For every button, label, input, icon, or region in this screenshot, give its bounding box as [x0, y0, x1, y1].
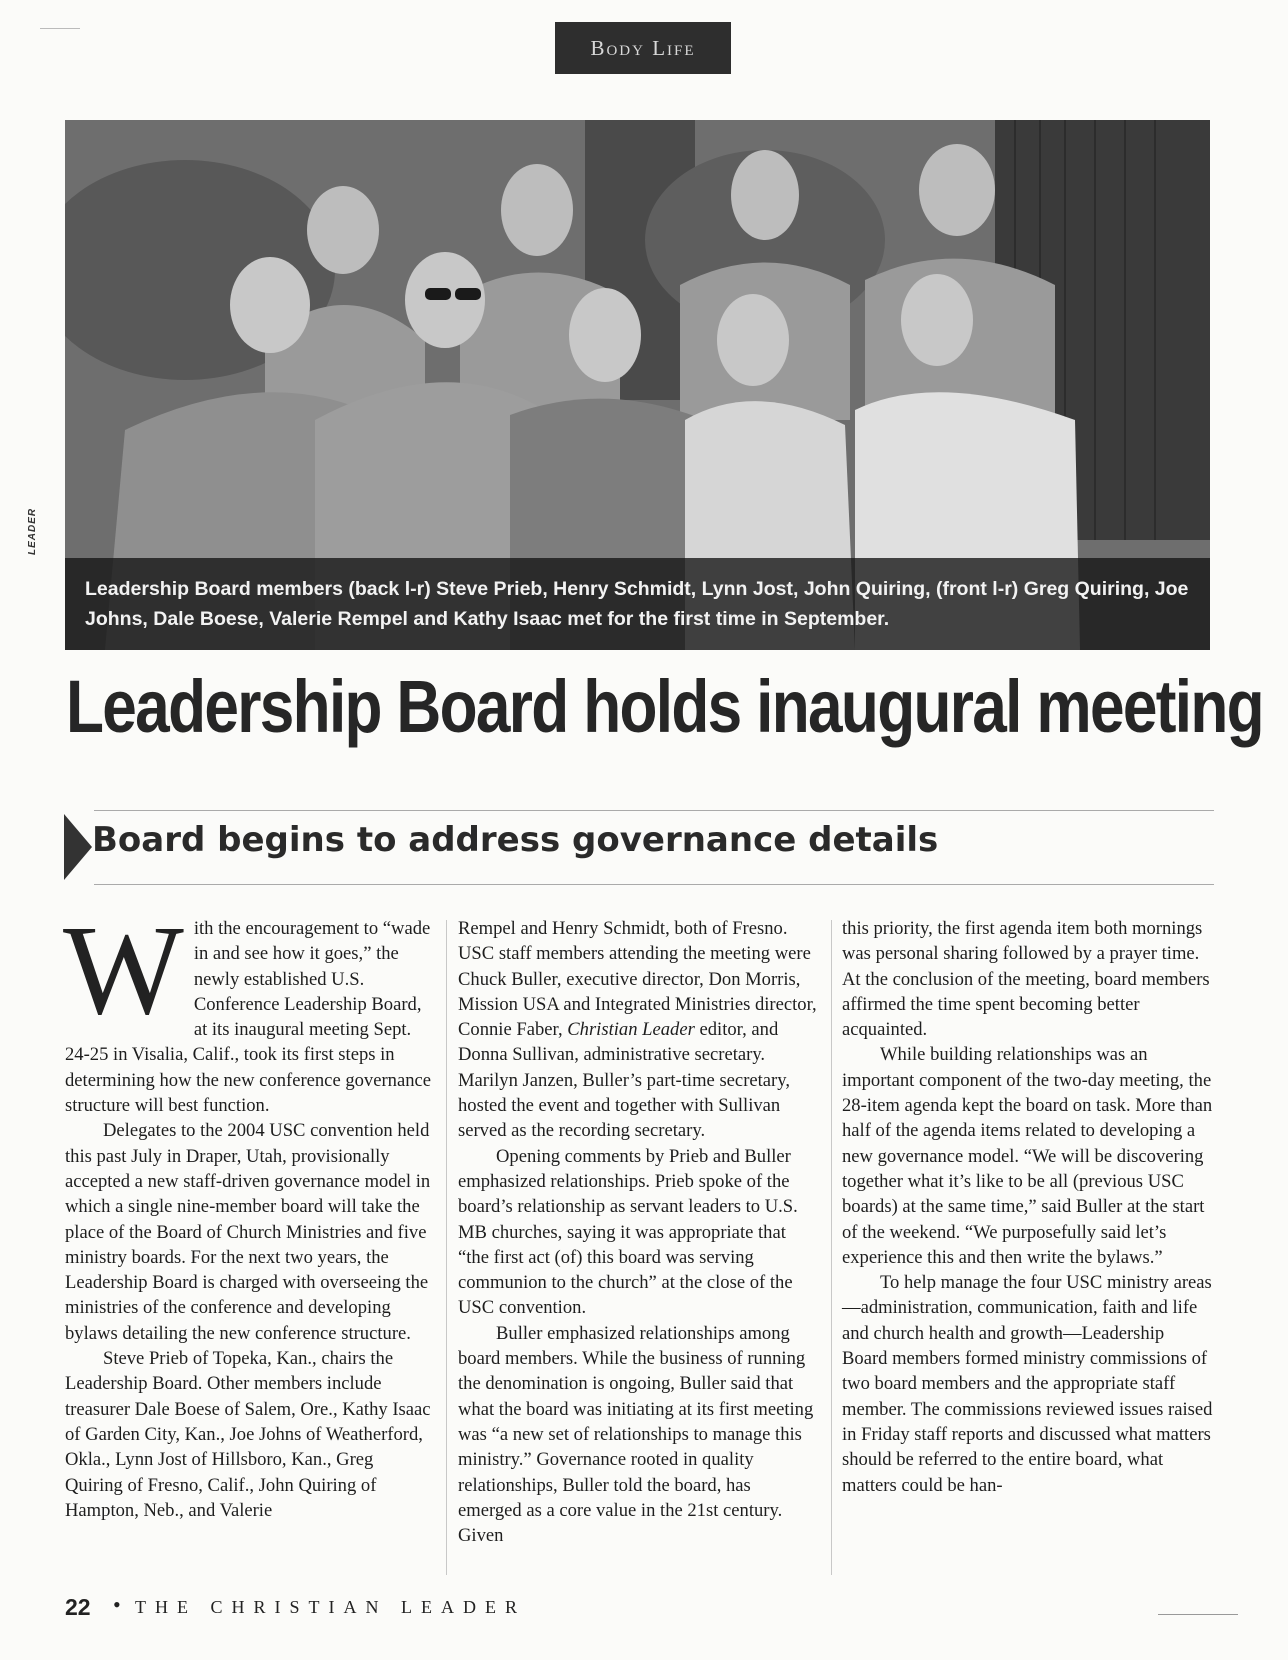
publication-name: Christian Leader	[567, 1019, 695, 1041]
paragraph	[63, 899, 435, 1118]
bottom-rule	[1158, 1614, 1238, 1615]
section-tag: Body Life	[555, 22, 731, 74]
headline: Leadership Board holds inaugural meeting	[66, 665, 1263, 748]
paragraph: To help manage the four USC ministry areas—administration, communication, faith and life and church health and growth—Leadership Board members formed ministry commissions of two board members and the appropriate staff member. The commissions reviewed issues raised in Friday staff reports and discussed what matters should be referred to the entire board, what matters could be han-	[842, 1272, 1213, 1496]
top-rule	[40, 28, 80, 29]
article-column-1	[63, 899, 435, 1523]
paragraph: While building relationships was an important component of the two-day meeting, the 28-item agenda kept the board on task. More than half of the agenda items related to developing a new governance model. “We will be discovering together what it’s like to be all (previous USC boards) at the same time,” said Buller at the start of the weekend. “We purposefully said let’s experience this and then write the bylaws.”	[842, 1044, 1213, 1268]
column-divider	[446, 920, 447, 1575]
photo-caption-bar	[65, 558, 1210, 650]
column-divider	[831, 920, 832, 1575]
drop-cap: W	[63, 899, 184, 1041]
paragraph: this priority, the first agenda item both mornings was personal sharing followed by a prayer time. At the conclusion of the meeting, board members affirmed the time spent becoming better acquainted.	[842, 918, 1210, 1041]
deck	[64, 810, 1214, 885]
deck-text: Board begins to address governance details	[92, 820, 939, 860]
deck-arrow-icon	[64, 814, 92, 880]
paragraph: Steve Prieb of Topeka, Kan., chairs the Leadership Board. Other members include treasurer Dale Boese of Salem, Ore., Kathy Isaac of Garden City, Kan., Joe Johns of Weatherford, Okla., Lynn Jost of Hillsboro, Kan., Greg Quiring of Fresno, Calif., John Quiring of Hampton, Neb., and Valerie	[65, 1348, 431, 1521]
paragraph: Delegates to the 2004 USC convention held this past July in Draper, Utah, provisionally accepted a new staff-driven governance model in which a single nine-member board will take the place of the Board of Church Ministries and five ministry boards. For the next two years, the Leadership Board is charged with overseeing the ministries of the conference and developing bylaws detailing the new conference structure.	[65, 1120, 431, 1344]
publication-title: THE CHRISTIAN LEADER	[135, 1597, 526, 1617]
page-number: 22	[65, 1594, 91, 1620]
paragraph-text: Rempel and Henry Schmidt, both of Fresno. USC staff members attending the meeting were Chuck Buller, executive director, Don Morris, Mission USA and Integrated Ministries director, Connie Faber,	[458, 918, 817, 1041]
paragraph-text: ith the encouragement to “wade in and see how it goes,” the newly established U.S. Conference Leadership Board, at its inaugural meeting Sept. 24-25 in Visalia, Calif., took its first steps in determining how the new conference governance structure will best function.	[65, 918, 432, 1117]
paragraph: Opening comments by Prieb and Buller emphasized relationships. Prieb spoke of the board’s relationship as servant leaders to U.S. MB churches, saying it was appropriate that “the first act (of) this board was serving communion to the church” at the close of the USC convention.	[458, 1145, 798, 1319]
footer-separator: •	[113, 1592, 121, 1617]
paragraph	[458, 916, 818, 1144]
article-column-2	[458, 916, 818, 1548]
paragraph-text: editor, and Donna Sullivan, administrative secretary. Marilyn Janzen, Buller’s part-time secretary, hosted the event and together with Sullivan served as the recording secretary.	[458, 1019, 790, 1142]
article-column-3	[842, 916, 1214, 1498]
group-photo	[65, 120, 1210, 650]
photo-credit: LEADER	[27, 507, 38, 555]
deck-rule-top	[94, 810, 1214, 811]
photo-caption: Leadership Board members (back l-r) Steve Prieb, Henry Schmidt, Lynn Jost, John Quiring, (front l-r) Greg Quiring, Joe Johns, Dale Boese, Valerie Rempel and Kathy Isaac met for the first time in September.	[85, 578, 1189, 630]
paragraph: Buller emphasized relationships among board members. While the business of running the denomination is ongoing, Buller said that what the board was initiating at its first meeting was “a new set of relationships to manage this ministry.” Governance rooted in quality relationships, Buller told the board, has emerged as a core value in the 21st century. Given	[458, 1322, 814, 1547]
deck-rule-bottom	[94, 884, 1214, 885]
